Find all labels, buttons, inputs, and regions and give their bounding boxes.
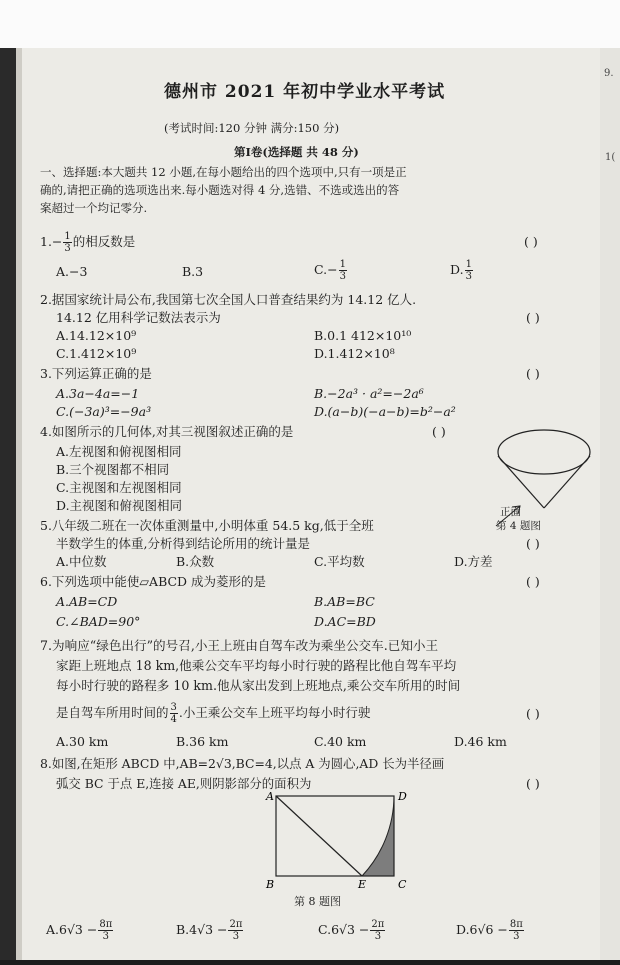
- question-7-stem-cont: [56, 698, 370, 728]
- question-3-stem: 3.下列运算正确的是: [40, 366, 152, 381]
- q1-option-b: B.3: [182, 264, 204, 279]
- question-1-stem: [40, 228, 135, 256]
- q7-numerator: 3: [170, 702, 177, 713]
- answer-bracket: ( ): [526, 310, 540, 325]
- adjacent-page-number: 1(: [605, 152, 616, 163]
- q4-option-d: D.主视图和俯视图相同: [56, 498, 183, 513]
- q6-option-b: B.AB=BC: [314, 594, 375, 609]
- q6-option-c: C.∠BAD=90°: [56, 614, 141, 629]
- q4-option-b: B.三个视图都不相同: [56, 462, 170, 477]
- instructions-line: 一、选择题:本大题共 12 小题,在每小题给出的四个选项中,只有一项是正: [40, 165, 407, 179]
- question-2-stem-cont: 14.12 亿用科学记数法表示为: [56, 310, 221, 325]
- cone-left-edge: [498, 456, 544, 508]
- point-label-a: A: [266, 790, 274, 803]
- answer-bracket: ( ): [526, 366, 540, 381]
- q6-option-d: D.AC=BD: [314, 614, 376, 629]
- q8-a-prefix: A.6√3 −: [46, 922, 98, 937]
- q8-c-fraction: [370, 919, 385, 942]
- q6-option-a: A.AB=CD: [56, 594, 118, 609]
- front-view-label: 正面: [500, 506, 521, 518]
- q5-option-a: A.中位数: [56, 554, 107, 569]
- q8-option-c: [318, 914, 386, 946]
- point-label-c: C: [398, 878, 407, 891]
- q1-numerator: 1: [64, 231, 71, 242]
- question-4-stem: 4.如图所示的几何体,对其三视图叙述正确的是: [40, 424, 294, 439]
- q1-d-fraction: [465, 259, 473, 282]
- q1-d-denominator: 3: [465, 271, 472, 282]
- photo-bottom-edge: [0, 960, 620, 965]
- page-fold: [16, 48, 22, 960]
- q1-denominator: 3: [64, 243, 71, 254]
- q8-c-numerator: 2π: [371, 919, 385, 930]
- q1-c-prefix: C.−: [314, 262, 338, 277]
- question-5-stem: 5.八年级二班在一次体重测量中,小明体重 54.5 kg,低于全班: [40, 518, 374, 533]
- q1-option-a: A.−3: [56, 264, 88, 279]
- q2-option-b: B.0.1 412×10¹⁰: [314, 328, 412, 343]
- q3-option-c: C.(−3a)³=−9a³: [56, 404, 152, 419]
- question-8-stem-cont: 弧交 BC 于点 E,连接 AE,则阴影部分的面积为: [56, 776, 312, 791]
- question-6-stem: 6.下列选项中能使▱ABCD 成为菱形的是: [40, 574, 267, 589]
- instructions-line: 确的,请把正确的选项选出来.每小题选对得 4 分,选错、不选或选出的答: [40, 183, 400, 197]
- q1-d-numerator: 1: [465, 259, 472, 270]
- q1-option-d: [450, 254, 474, 286]
- answer-bracket: ( ): [526, 706, 540, 721]
- q1-fraction: [63, 231, 71, 254]
- rectangle-figure: [248, 788, 418, 894]
- figure-8-caption: 第 8 题图: [294, 895, 341, 908]
- q8-b-prefix: B.4√3 −: [176, 922, 228, 937]
- exam-title: 德州市 2021 年初中学业水平考试: [164, 82, 446, 102]
- q3-option-a: A.3a−4a=−1: [56, 386, 140, 401]
- exam-page: [16, 48, 600, 960]
- question-7-stem-cont: 每小时行驶的路程多 10 km.他从家出发到上班地点,乘公交车所用的时间: [56, 678, 461, 693]
- exam-subtitle: (考试时间:120 分钟 满分:150 分): [164, 121, 340, 135]
- q7-option-d: D.46 km: [454, 734, 507, 749]
- q7-denominator: 4: [170, 714, 177, 725]
- cone-base-ellipse: [498, 430, 590, 474]
- q8-d-fraction: [509, 919, 524, 942]
- segment-ae: [276, 796, 362, 876]
- question-2-stem: 2.据国家统计局公布,我国第七次全国人口普查结果约为 14.12 亿人.: [40, 292, 417, 307]
- answer-bracket: ( ): [524, 234, 538, 249]
- q8-a-numerator: 8π: [99, 919, 113, 930]
- instructions-line: 案超过一个均记零分.: [40, 201, 148, 215]
- adjacent-page-edge: [600, 48, 620, 960]
- q8-b-fraction: [228, 919, 243, 942]
- q8-c-prefix: C.6√3 −: [318, 922, 370, 937]
- q4-option-c: C.主视图和左视图相同: [56, 480, 182, 495]
- q4-option-a: A.左视图和俯视图相同: [56, 444, 182, 459]
- answer-bracket: ( ): [526, 574, 540, 589]
- answer-bracket: ( ): [526, 536, 540, 551]
- q8-a-fraction: [98, 919, 113, 942]
- q1-suffix: 的相反数是: [72, 234, 136, 249]
- figure-4-caption: 第 4 题图: [496, 520, 541, 532]
- q2-option-a: A.14.12×10⁹: [56, 328, 137, 343]
- shaded-region: [362, 796, 394, 876]
- q8-option-a: [46, 914, 114, 946]
- q1-c-numerator: 1: [339, 259, 346, 270]
- q1-c-denominator: 3: [339, 271, 346, 282]
- answer-bracket: ( ): [526, 776, 540, 791]
- q8-option-b: [176, 914, 244, 946]
- question-8-stem: 8.如图,在矩形 ABCD 中,AB=2√3,BC=4,以点 A 为圆心,AD 长为半径画: [40, 756, 445, 771]
- photo-top-margin: [0, 0, 620, 48]
- q1-d-prefix: D.: [450, 262, 464, 277]
- q8-b-numerator: 2π: [229, 919, 243, 930]
- q7-line4-suffix: .小王乘公交车上班平均每小时行驶: [178, 705, 371, 720]
- q5-option-c: C.平均数: [314, 554, 365, 569]
- answer-bracket: ( ): [432, 424, 446, 439]
- q8-option-d: [456, 914, 525, 946]
- q5-option-d: D.方差: [454, 554, 493, 569]
- q8-c-denominator: 3: [374, 931, 382, 942]
- question-7-stem: 7.为响应“绿色出行”的号召,小王上班由自驾车改为乘坐公交车.已知小王: [40, 638, 439, 653]
- q5-option-b: B.众数: [176, 554, 215, 569]
- q8-d-prefix: D.6√6 −: [456, 922, 508, 937]
- volume-heading: 第Ⅰ卷(选择题 共 48 分): [234, 145, 359, 159]
- q8-b-denominator: 3: [232, 931, 240, 942]
- q1-c-fraction: [339, 259, 347, 282]
- question-7-stem-cont: 家距上班地点 18 km,他乘公交车平均每小时行驶的路程比他自驾车平均: [56, 658, 457, 673]
- q7-line4-prefix: 是自驾车所用时间的: [56, 705, 169, 720]
- q8-d-denominator: 3: [513, 931, 520, 942]
- q7-option-c: C.40 km: [314, 734, 367, 749]
- q8-d-numerator: 8π: [509, 919, 523, 930]
- q2-option-d: D.1.412×10⁸: [314, 346, 395, 361]
- q8-a-denominator: 3: [102, 931, 109, 942]
- q7-option-b: B.36 km: [176, 734, 229, 749]
- q1-prefix: 1.−: [40, 234, 63, 249]
- q3-option-b: B.−2a³ · a²=−2a⁶: [314, 386, 424, 401]
- point-label-d: D: [398, 790, 407, 803]
- q3-option-d: D.(a−b)(−a−b)=b²−a²: [314, 404, 456, 419]
- cone-right-edge: [544, 456, 590, 508]
- point-label-e: E: [358, 878, 367, 891]
- point-label-b: B: [266, 878, 275, 891]
- adjacent-page-number: 9.: [604, 68, 614, 79]
- question-5-stem-cont: 半数学生的体重,分析得到结论所用的统计量是: [56, 536, 310, 551]
- q2-option-c: C.1.412×10⁹: [56, 346, 137, 361]
- q7-option-a: A.30 km: [56, 734, 109, 749]
- q1-option-c: [314, 254, 348, 286]
- q7-fraction: [170, 702, 178, 725]
